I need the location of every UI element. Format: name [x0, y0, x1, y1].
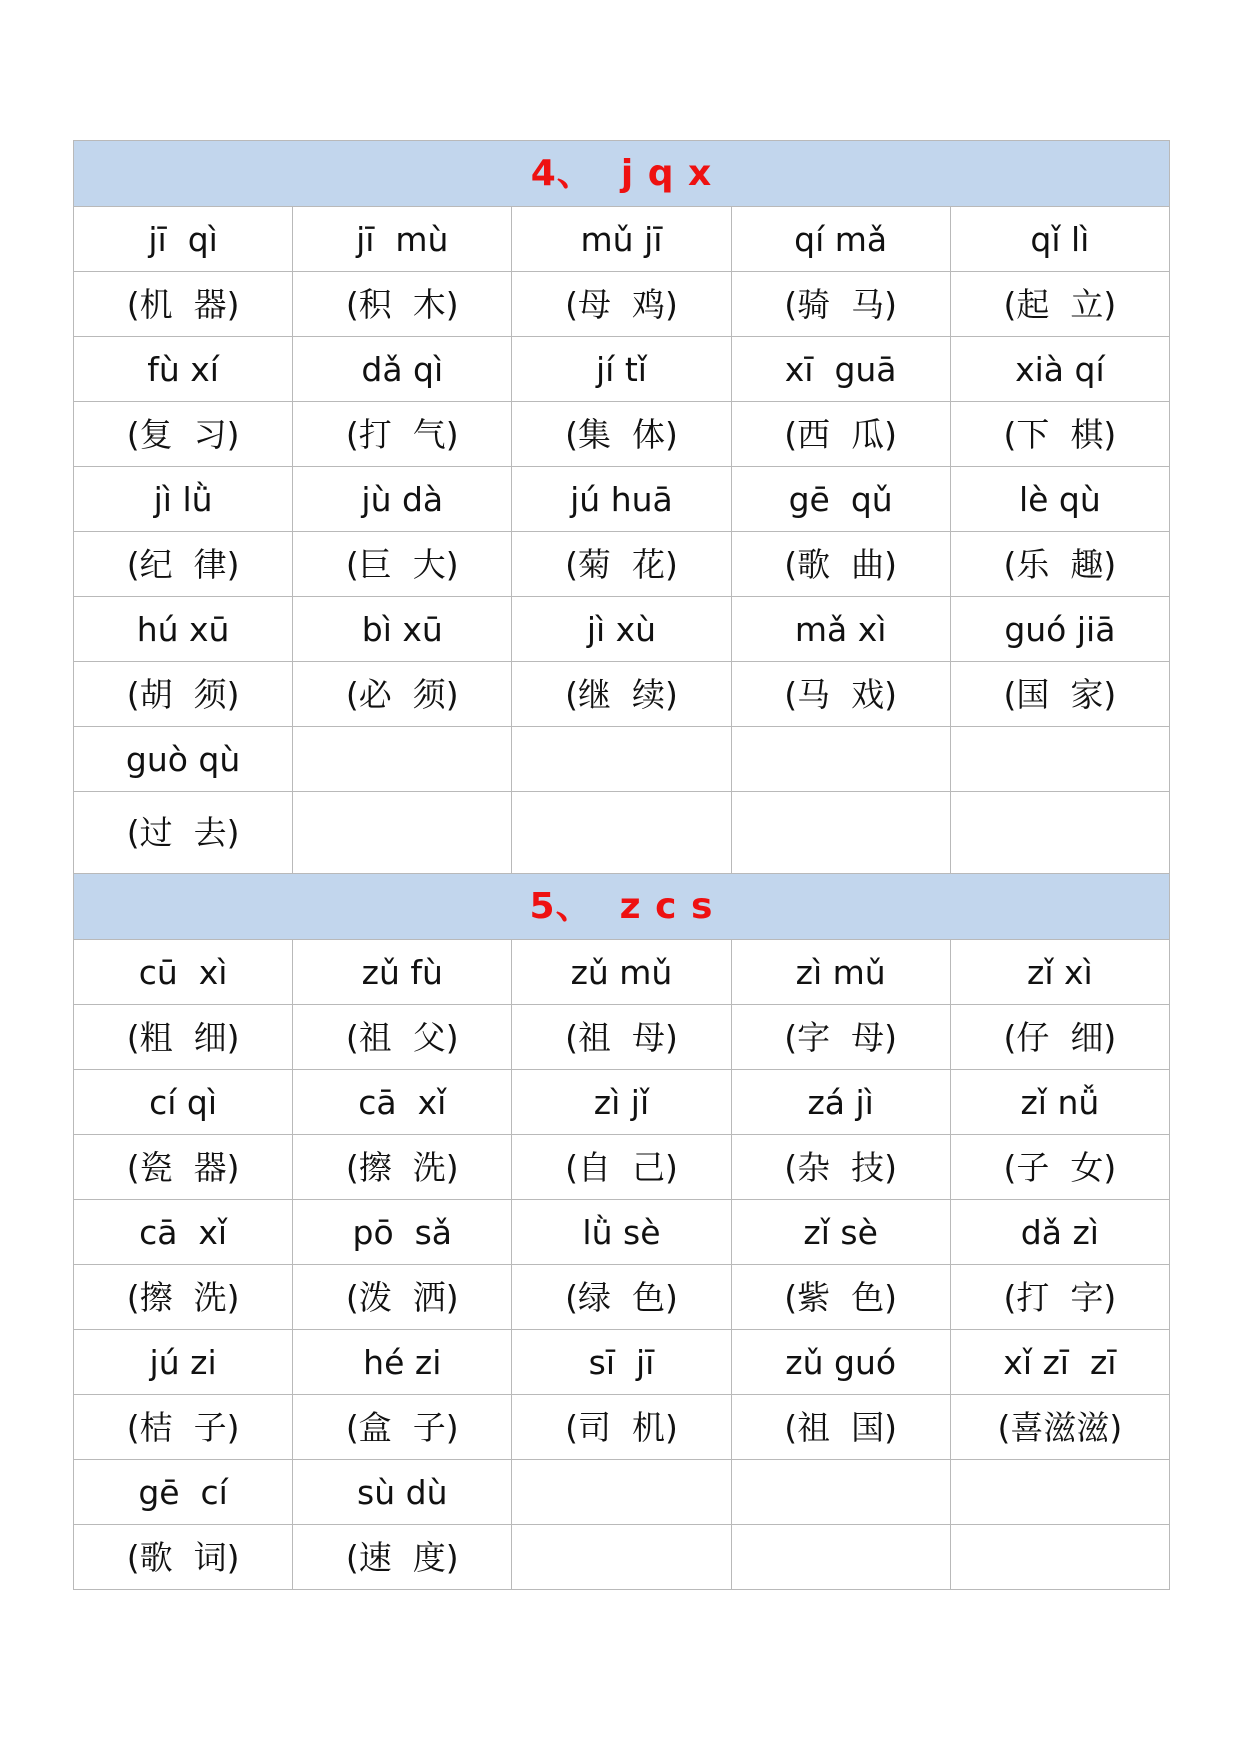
pinyin-row — [74, 1200, 1170, 1265]
pinyin-cell: guó jiā — [950, 597, 1169, 662]
section-header-row — [74, 874, 1170, 940]
vocabulary-table — [73, 140, 1170, 1590]
hanzi-cell: (纪 律) — [74, 532, 293, 597]
hanzi-cell: (喜滋滋) — [950, 1395, 1169, 1460]
empty-cell — [731, 792, 950, 874]
pinyin-row — [74, 940, 1170, 1005]
hanzi-cell: (字 母) — [731, 1005, 950, 1070]
pinyin-cell: jì lǜ — [74, 467, 293, 532]
hanzi-cell: (打 气) — [293, 402, 512, 467]
hanzi-cell: (乐 趣) — [950, 532, 1169, 597]
hanzi-row — [74, 1265, 1170, 1330]
pinyin-row — [74, 1330, 1170, 1395]
pinyin-cell: lǜ sè — [512, 1200, 731, 1265]
hanzi-cell: (擦 洗) — [74, 1265, 293, 1330]
hanzi-cell: (骑 马) — [731, 272, 950, 337]
pinyin-cell: xī guā — [731, 337, 950, 402]
hanzi-cell: (复 习) — [74, 402, 293, 467]
hanzi-cell: (胡 须) — [74, 662, 293, 727]
hanzi-row — [74, 532, 1170, 597]
empty-cell — [731, 727, 950, 792]
hanzi-cell: (桔 子) — [74, 1395, 293, 1460]
pinyin-cell: zǐ nǚ — [950, 1070, 1169, 1135]
hanzi-cell: (马 戏) — [731, 662, 950, 727]
empty-cell — [950, 727, 1169, 792]
pinyin-cell: cí qì — [74, 1070, 293, 1135]
hanzi-row — [74, 1395, 1170, 1460]
empty-cell — [950, 792, 1169, 874]
pinyin-cell: gē qǔ — [731, 467, 950, 532]
pinyin-cell: mǔ jī — [512, 207, 731, 272]
pinyin-row — [74, 727, 1170, 792]
pinyin-cell: mǎ xì — [731, 597, 950, 662]
hanzi-cell: (西 瓜) — [731, 402, 950, 467]
pinyin-row — [74, 597, 1170, 662]
hanzi-cell: (杂 技) — [731, 1135, 950, 1200]
section-title: 4、 j q x — [74, 141, 1170, 207]
hanzi-cell: (过 去) — [74, 792, 293, 874]
hanzi-cell: (粗 细) — [74, 1005, 293, 1070]
empty-cell — [512, 792, 731, 874]
pinyin-cell: jú zi — [74, 1330, 293, 1395]
empty-cell — [293, 792, 512, 874]
pinyin-cell: zì jǐ — [512, 1070, 731, 1135]
hanzi-cell: (祖 母) — [512, 1005, 731, 1070]
pinyin-cell: jī qì — [74, 207, 293, 272]
pinyin-row — [74, 467, 1170, 532]
hanzi-cell: (菊 花) — [512, 532, 731, 597]
empty-cell — [512, 1525, 731, 1590]
hanzi-cell: (国 家) — [950, 662, 1169, 727]
pinyin-cell: jì xù — [512, 597, 731, 662]
hanzi-cell: (歌 词) — [74, 1525, 293, 1590]
pinyin-cell: bì xū — [293, 597, 512, 662]
empty-cell — [950, 1525, 1169, 1590]
hanzi-row — [74, 1005, 1170, 1070]
pinyin-cell: cā xǐ — [74, 1200, 293, 1265]
pinyin-cell: sī jī — [512, 1330, 731, 1395]
pinyin-cell: hé zi — [293, 1330, 512, 1395]
pinyin-cell: jī mù — [293, 207, 512, 272]
pinyin-row — [74, 207, 1170, 272]
hanzi-cell: (机 器) — [74, 272, 293, 337]
pinyin-row — [74, 1070, 1170, 1135]
empty-cell — [512, 1460, 731, 1525]
pinyin-row — [74, 337, 1170, 402]
section-title: 5、 z c s — [74, 874, 1170, 940]
pinyin-cell: zǔ mǔ — [512, 940, 731, 1005]
pinyin-cell: pō sǎ — [293, 1200, 512, 1265]
pinyin-cell: xià qí — [950, 337, 1169, 402]
hanzi-cell: (歌 曲) — [731, 532, 950, 597]
pinyin-cell: xǐ zī zī — [950, 1330, 1169, 1395]
empty-cell — [950, 1460, 1169, 1525]
vocabulary-table-body — [74, 141, 1170, 1590]
pinyin-cell: jú huā — [512, 467, 731, 532]
empty-cell — [293, 727, 512, 792]
hanzi-cell: (速 度) — [293, 1525, 512, 1590]
hanzi-cell: (绿 色) — [512, 1265, 731, 1330]
pinyin-cell: zì mǔ — [731, 940, 950, 1005]
hanzi-cell: (祖 国) — [731, 1395, 950, 1460]
hanzi-cell: (瓷 器) — [74, 1135, 293, 1200]
hanzi-cell: (自 己) — [512, 1135, 731, 1200]
pinyin-cell: lè qù — [950, 467, 1169, 532]
hanzi-cell: (积 木) — [293, 272, 512, 337]
pinyin-cell: dǎ qì — [293, 337, 512, 402]
hanzi-row — [74, 1135, 1170, 1200]
pinyin-cell: sù dù — [293, 1460, 512, 1525]
hanzi-cell: (司 机) — [512, 1395, 731, 1460]
pinyin-cell: qí mǎ — [731, 207, 950, 272]
pinyin-cell: zǔ fù — [293, 940, 512, 1005]
section-header-row — [74, 141, 1170, 207]
pinyin-cell: zǐ xì — [950, 940, 1169, 1005]
pinyin-cell: dǎ zì — [950, 1200, 1169, 1265]
hanzi-row — [74, 662, 1170, 727]
hanzi-cell: (祖 父) — [293, 1005, 512, 1070]
hanzi-cell: (盒 子) — [293, 1395, 512, 1460]
pinyin-cell: cā xǐ — [293, 1070, 512, 1135]
hanzi-row — [74, 792, 1170, 874]
pinyin-row — [74, 1460, 1170, 1525]
empty-cell — [731, 1460, 950, 1525]
pinyin-cell: fù xí — [74, 337, 293, 402]
hanzi-cell: (仔 细) — [950, 1005, 1169, 1070]
hanzi-row — [74, 1525, 1170, 1590]
hanzi-row — [74, 402, 1170, 467]
hanzi-cell: (继 续) — [512, 662, 731, 727]
pinyin-cell: guò qù — [74, 727, 293, 792]
hanzi-cell: (泼 洒) — [293, 1265, 512, 1330]
empty-cell — [731, 1525, 950, 1590]
pinyin-cell: hú xū — [74, 597, 293, 662]
empty-cell — [512, 727, 731, 792]
pinyin-cell: jí tǐ — [512, 337, 731, 402]
hanzi-cell: (打 字) — [950, 1265, 1169, 1330]
hanzi-row — [74, 272, 1170, 337]
pinyin-cell: zá jì — [731, 1070, 950, 1135]
hanzi-cell: (集 体) — [512, 402, 731, 467]
hanzi-cell: (起 立) — [950, 272, 1169, 337]
hanzi-cell: (巨 大) — [293, 532, 512, 597]
hanzi-cell: (擦 洗) — [293, 1135, 512, 1200]
hanzi-cell: (下 棋) — [950, 402, 1169, 467]
hanzi-cell: (母 鸡) — [512, 272, 731, 337]
hanzi-cell: (子 女) — [950, 1135, 1169, 1200]
pinyin-cell: zǐ sè — [731, 1200, 950, 1265]
pinyin-cell: jù dà — [293, 467, 512, 532]
pinyin-cell: qǐ lì — [950, 207, 1169, 272]
hanzi-cell: (紫 色) — [731, 1265, 950, 1330]
hanzi-cell: (必 须) — [293, 662, 512, 727]
pinyin-cell: cū xì — [74, 940, 293, 1005]
pinyin-cell: zǔ guó — [731, 1330, 950, 1395]
pinyin-cell: gē cí — [74, 1460, 293, 1525]
